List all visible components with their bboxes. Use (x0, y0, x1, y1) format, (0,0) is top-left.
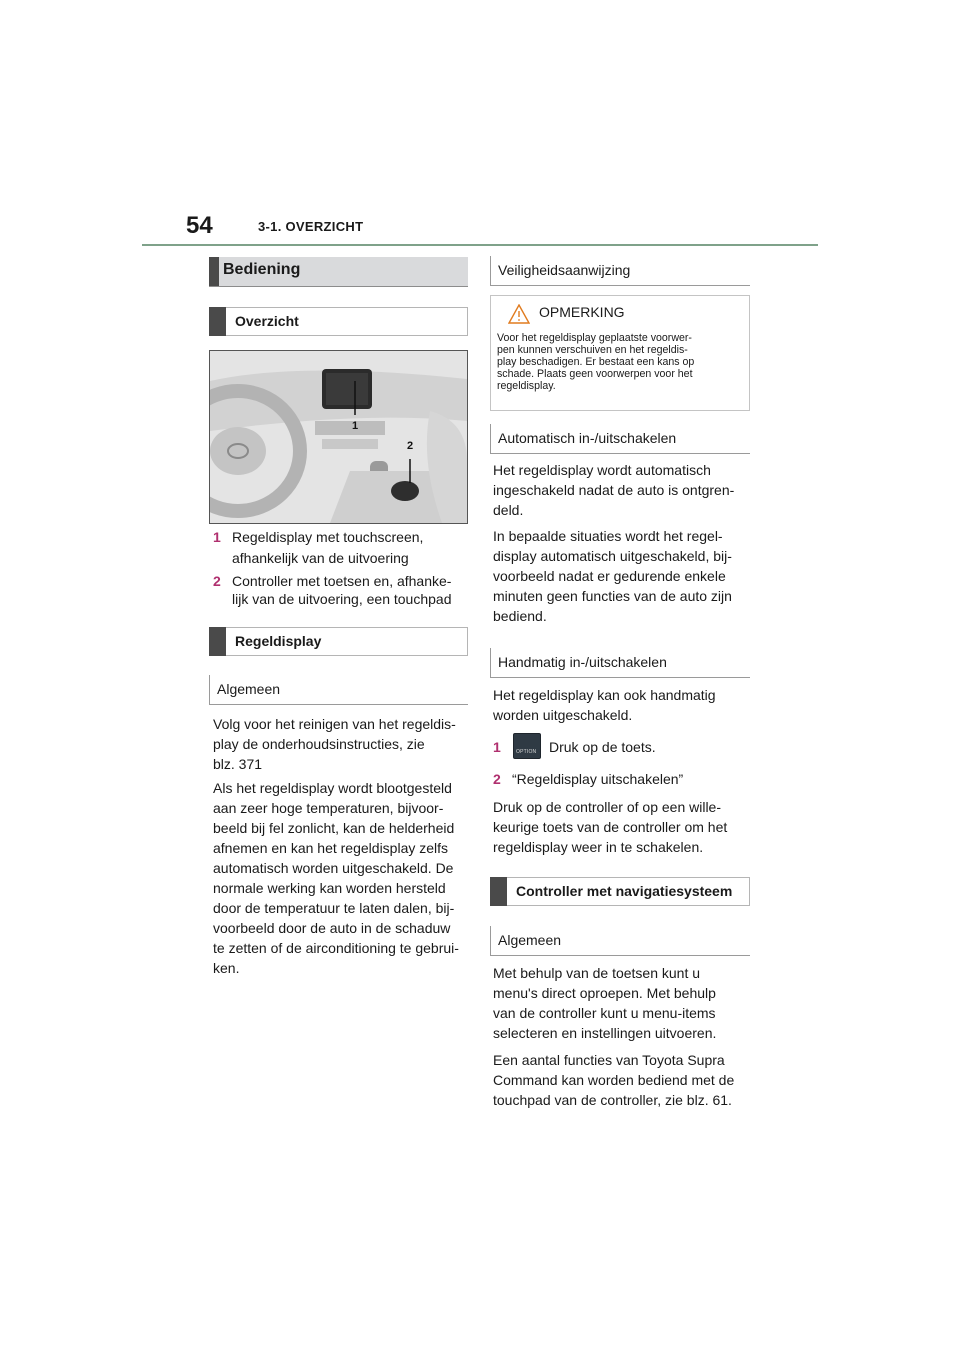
paragraph-controller-keys: Met behulp van de toetsen kunt u menu's direct oproepen. Met behulp van de controller kunt u menu-items selecteren en instellingen uitvoeren. (493, 965, 717, 1041)
step-2: 2 “Regeldisplay uitschakelen” (493, 771, 684, 787)
subsection-heading-overzicht: Overzicht (209, 307, 468, 336)
heading-algemeen-right: Algemeen (490, 926, 750, 956)
paragraph-reactivate: Druk op de controller of op een wille- keurige toets van de controller om het regeldisplay weer in te schakelen. (493, 799, 728, 855)
paragraph-temperature: Als het regeldisplay wordt blootgesteld aan zeer hoge temperaturen, bijvoor- beeld bij fel zonlicht, kan de helderheid afnemen en kan het regeldisplay zelfs automatisch worden uitgeschakeld. De normale werking kan worden hersteld door de temperatuur te laten dalen, bij- voorbeeld door de auto in de schaduw te zetten of de airconditioning te gebrui- ken. (213, 780, 459, 976)
paragraph-cleaning: Volg voor het reinigen van het regeldis- play de onderhoudsinstructies, zie blz. 371 (213, 716, 456, 772)
step-1: 1 OPTION Druk op de toets. (493, 734, 755, 760)
callout-1: 1 (352, 420, 359, 432)
heading-automatisch: Automatisch in-/uitschakelen (490, 424, 750, 454)
chapter-title: 3-1. OVERZICHT (258, 219, 364, 234)
legend-item-1: 1 Regeldisplay met touchscreen, afhankelijk van de uitvoering (213, 529, 424, 566)
heading-algemeen-left: Algemeen (209, 675, 468, 705)
dashboard-illustration (210, 351, 467, 523)
warning-triangle-icon (508, 304, 530, 324)
subsection-heading-controller: Controller met navigatiesysteem (490, 877, 750, 906)
heading-handmatig: Handmatig in-/uitschakelen (490, 648, 750, 678)
header-divider (142, 244, 818, 246)
page-number: 54 (186, 212, 213, 239)
warning-text: Voor het regeldisplay geplaatste voorwer- pen kunnen verschuiven en het regeldis- play beschadigen. Er bestaat een kans op schade. Plaats geen voorwerpen voor het regeldisplay. (497, 332, 695, 392)
paragraph-auto-on: Het regeldisplay wordt automatisch ingeschakeld nadat de auto is ontgren- deld. (493, 462, 735, 518)
callout-2: 2 (407, 440, 414, 452)
paragraph-auto-off: In bepaalde situaties wordt het regel- display automatisch uitgeschakeld, bij- voorbeeld nadat er gedurende enkele minuten geen functies van de auto zijn bediend. (493, 528, 732, 624)
dashboard-figure (209, 350, 468, 524)
legend-item-2: 2 Controller met toetsen en, afhanke- lijk van de uitvoering, een touchpad (213, 573, 452, 607)
paragraph-touchpad: Een aantal functies van Toyota Supra Command kan worden bediend met de touchpad van de controller, zie blz. 61. (493, 1052, 735, 1108)
section-heading-bediening: Bediening (209, 257, 468, 287)
option-button-icon: OPTION (513, 733, 541, 759)
warning-box (490, 295, 750, 411)
paragraph-manual: Het regeldisplay kan ook handmatig worden uitgeschakeld. (493, 687, 716, 723)
warning-title: OPMERKING (539, 304, 625, 320)
subsection-heading-regeldisplay: Regeldisplay (209, 627, 468, 656)
heading-veiligheidsaanwijzing: Veiligheidsaanwijzing (490, 256, 750, 286)
